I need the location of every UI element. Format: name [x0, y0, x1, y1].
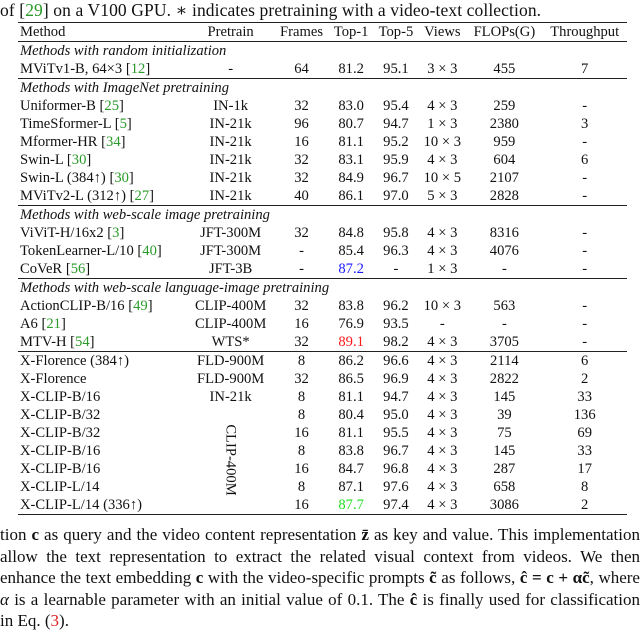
throughput-cell: 17 — [577, 461, 592, 477]
equation-link[interactable]: 3 — [50, 611, 60, 631]
pretrain-cell — [187, 224, 274, 242]
frames-cell: 32 — [294, 170, 309, 186]
table-row — [18, 297, 627, 315]
paragraph-text: ĉ — [409, 589, 418, 609]
flops-cell: - — [501, 261, 507, 277]
method-cell: Swin-L [30] — [20, 152, 92, 168]
table-caption — [0, 0, 640, 20]
top1-cell: 85.4 — [338, 243, 364, 259]
table-row — [18, 60, 627, 79]
top1-cell: 80.7 — [338, 116, 364, 132]
throughput-cell: 6 — [581, 353, 589, 369]
table-row — [18, 406, 627, 424]
pretrain-label: IN-21k — [209, 152, 252, 168]
header-flops: FLOPs(G) — [473, 24, 536, 40]
frames-cell: - — [299, 261, 304, 277]
table-row — [18, 496, 627, 515]
method-cell — [18, 388, 187, 406]
top5-cell: 96.8 — [383, 461, 409, 477]
method-name: X-Florence — [20, 371, 87, 387]
pretrain-cell — [187, 297, 274, 315]
citation-link[interactable]: 27 — [134, 188, 150, 204]
pretrain-label: FLD-900M — [196, 353, 265, 369]
pretrain-label: JFT-300M — [200, 243, 262, 259]
throughput-cell: - — [582, 243, 588, 259]
method-name: X-Florence (384↑) — [20, 353, 130, 369]
top5-cell: 98.2 — [383, 334, 409, 350]
views-cell: 4 × 3 — [427, 152, 458, 168]
views-cell: 4 × 3 — [427, 443, 458, 459]
top1-cell: 81.1 — [338, 425, 364, 441]
top5-cell: 97.6 — [383, 479, 409, 495]
pretrain-label: - — [228, 61, 234, 77]
method-cell: MViTv1-B, 64×3 [12] — [20, 61, 151, 77]
citation-link[interactable]: 30 — [114, 170, 129, 186]
table-body — [18, 42, 627, 515]
throughput-cell: - — [582, 170, 588, 186]
pretrain-label: IN-21k — [209, 116, 252, 132]
flops-cell: 604 — [493, 152, 516, 168]
method-cell: TimeSformer-L [5] — [20, 116, 132, 132]
table-row — [18, 478, 627, 496]
frames-cell: 16 — [294, 461, 309, 477]
method-cell: MViTv2-L (312↑) [27] — [20, 188, 154, 204]
throughput-cell: - — [582, 225, 588, 241]
section-header-row — [18, 279, 627, 298]
top5-cell: 94.7 — [383, 116, 409, 132]
top5-cell: 96.7 — [383, 170, 409, 186]
table-row — [18, 151, 627, 169]
flops-cell: 2822 — [489, 371, 519, 387]
top5-cell: 96.6 — [383, 353, 409, 369]
top5-cell: 96.2 — [383, 298, 409, 314]
top1-cell: 81.2 — [338, 61, 364, 77]
pretrain-cell — [187, 315, 274, 333]
method-name: Mformer-HR — [20, 134, 98, 150]
header-top5: Top-5 — [378, 24, 414, 40]
top1-cell: 86.1 — [338, 188, 364, 204]
views-cell: 10 × 3 — [423, 134, 462, 150]
header-views: Views — [424, 24, 461, 40]
paragraph-text: , where — [589, 568, 640, 588]
views-cell: 5 × 3 — [427, 188, 458, 204]
views-cell: 10 × 5 — [423, 170, 462, 186]
throughput-cell: - — [582, 134, 588, 150]
paragraph-text: ĉ = c + αc̃ — [519, 568, 590, 588]
method-name: MViTv1-B, 64×3 — [20, 61, 123, 77]
table-row — [18, 352, 627, 371]
frames-cell: 8 — [297, 479, 306, 495]
table-row — [18, 333, 627, 352]
pretrain-label: IN-21k — [209, 170, 252, 186]
flops-cell: 3086 — [489, 497, 519, 513]
pretrain-cell — [187, 388, 274, 406]
table-row — [18, 315, 627, 333]
header-throughput: Throughput — [550, 24, 620, 40]
table-row — [18, 388, 627, 406]
flops-cell: 2107 — [489, 170, 519, 186]
top1-cell: 86.2 — [338, 353, 364, 369]
top1-cell: 76.9 — [338, 316, 364, 332]
top1-cell: 86.5 — [338, 371, 364, 387]
method-cell: Uniformer-B [25] — [20, 98, 124, 114]
method-name: X-CLIP-B/16 — [20, 389, 101, 405]
throughput-cell: 33 — [577, 389, 592, 405]
method-cell — [18, 352, 187, 371]
header-top1: Top-1 — [333, 24, 369, 40]
frames-cell: 32 — [294, 152, 309, 168]
top1-cell: 87.1 — [338, 479, 364, 495]
flops-cell: 2380 — [489, 116, 519, 132]
pretrain-cell — [187, 115, 274, 133]
throughput-cell: - — [582, 334, 588, 350]
table-row — [18, 424, 627, 442]
frames-cell: 8 — [297, 443, 306, 459]
views-cell: 1 × 3 — [427, 116, 458, 132]
flops-cell: 2114 — [490, 353, 519, 369]
frames-cell: 32 — [294, 334, 309, 350]
top5-cell: 95.0 — [383, 407, 409, 423]
pretrain-cell — [187, 133, 274, 151]
method-cell: ActionCLIP-B/16 [49] — [20, 298, 153, 314]
paragraph-text: c — [195, 568, 204, 588]
method-name: X-CLIP-B/16 — [20, 443, 101, 459]
citation-link[interactable]: 25 — [104, 98, 120, 114]
citation-link[interactable]: 3 — [112, 225, 120, 241]
table-row — [18, 169, 627, 187]
table-row — [18, 442, 627, 460]
top1-cell: 87.7 — [338, 497, 364, 513]
method-name: X-CLIP-L/14 (336↑) — [20, 497, 143, 513]
top5-cell: 95.1 — [383, 61, 409, 77]
top5-cell: 95.9 — [383, 152, 409, 168]
paragraph-text: as follows, — [436, 568, 520, 588]
top5-cell: 95.5 — [383, 425, 409, 441]
citation-link[interactable]: 12 — [130, 61, 146, 77]
top5-cell: 95.2 — [383, 134, 409, 150]
paragraph-text: as query and the video content representation — [39, 525, 362, 544]
top1-cell: 89.1 — [338, 334, 364, 350]
top1-cell: 83.0 — [338, 98, 364, 114]
views-cell: 4 × 3 — [427, 389, 458, 405]
top1-cell: 80.4 — [338, 407, 364, 423]
pretrain-label: FLD-900M — [196, 371, 265, 387]
header-method: Method — [20, 24, 66, 40]
top1-cell: 81.1 — [338, 389, 364, 405]
method-cell — [18, 424, 187, 442]
method-cell: CoVeR [56] — [20, 261, 91, 277]
frames-cell: 8 — [297, 389, 306, 405]
views-cell: 4 × 3 — [427, 425, 458, 441]
views-cell: 4 × 3 — [427, 407, 458, 423]
citation-link[interactable]: 34 — [106, 134, 121, 150]
table-row — [18, 115, 627, 133]
citation-link[interactable]: 56 — [70, 261, 86, 277]
pretrain-label: JFT-3B — [208, 261, 253, 277]
flops-cell: 563 — [493, 298, 516, 314]
top5-cell: 96.7 — [383, 443, 409, 459]
pretrain-cell — [187, 60, 274, 79]
frames-cell: 8 — [297, 353, 306, 369]
pretrain-label: IN-21k — [209, 134, 252, 150]
method-name: ViViT-H/16x2 — [20, 225, 104, 241]
section-header-row — [18, 206, 627, 225]
method-cell — [18, 478, 187, 496]
flops-cell: 455 — [493, 61, 516, 77]
flops-cell: 287 — [493, 461, 516, 477]
pretrain-label: CLIP-400M — [194, 316, 267, 332]
pretrain-cell — [187, 151, 274, 169]
throughput-cell: 3 — [581, 116, 589, 132]
paragraph-text: c̃ — [429, 568, 437, 588]
method-cell — [18, 496, 187, 515]
top5-cell: 96.3 — [383, 243, 409, 259]
top1-cell: 84.7 — [338, 461, 364, 477]
top1-cell: 83.8 — [338, 443, 364, 459]
frames-cell: 32 — [294, 98, 309, 114]
throughput-cell: 33 — [577, 443, 592, 459]
frames-cell: 8 — [297, 407, 306, 423]
views-cell: 4 × 3 — [427, 243, 458, 259]
table-header-row — [18, 23, 627, 42]
results-table — [18, 22, 627, 515]
flops-cell: 259 — [493, 98, 516, 114]
frames-cell: 64 — [294, 61, 309, 77]
method-cell: MTV-H [54] — [20, 334, 95, 350]
section-header-row — [18, 79, 627, 98]
pretrain-cell — [187, 370, 274, 388]
section-title: Methods with ImageNet pretraining — [20, 80, 230, 96]
pretrain-cell — [187, 260, 274, 279]
throughput-cell: 7 — [581, 61, 589, 77]
views-cell: 10 × 3 — [423, 298, 462, 314]
method-cell — [18, 370, 187, 388]
views-cell: - — [439, 316, 445, 332]
method-name: A6 — [20, 316, 38, 332]
pretrain-cell — [187, 242, 274, 260]
top1-cell: 84.9 — [338, 170, 364, 186]
paragraph-text: is a learnable parameter with an initial value of 0.1. The — [8, 589, 410, 609]
top1-cell: 83.8 — [338, 298, 364, 314]
citation-link[interactable]: 30 — [71, 152, 87, 168]
paragraph-text: as key and value. This implementation allow the text representation to extract the related visual context from videos. We then enhance the text embedding — [0, 525, 640, 588]
pretrain-cell — [187, 333, 274, 352]
method-name: X-CLIP-B/32 — [20, 425, 101, 441]
citation-link[interactable]: 40 — [142, 243, 157, 259]
method-name: X-CLIP-L/14 — [20, 479, 100, 495]
header-frames: Frames — [280, 24, 323, 40]
table-row — [18, 260, 627, 279]
throughput-cell: 136 — [573, 407, 596, 423]
pretrain-cell — [187, 352, 274, 371]
table-row — [18, 224, 627, 242]
views-cell: 4 × 3 — [427, 461, 458, 477]
top5-cell: 97.0 — [383, 188, 409, 204]
top1-cell: 83.1 — [338, 152, 364, 168]
pretrain-label: CLIP-400M — [194, 298, 267, 314]
throughput-cell: - — [582, 316, 588, 332]
method-cell: A6 [21] — [20, 316, 66, 332]
section-header-row — [18, 42, 627, 61]
citation-link[interactable]: 5 — [119, 116, 127, 132]
views-cell: 4 × 3 — [427, 225, 458, 241]
pretrain-cell — [187, 169, 274, 187]
pretrain-label: JFT-300M — [200, 225, 262, 241]
top5-cell: 97.4 — [383, 497, 409, 513]
top5-cell: 95.8 — [383, 225, 409, 241]
frames-cell: 16 — [294, 316, 309, 332]
paragraph-text: tion — [0, 525, 32, 544]
flops-cell: 8316 — [489, 225, 519, 241]
top1-cell: 84.8 — [338, 225, 364, 241]
frames-cell: 16 — [294, 425, 309, 441]
paragraph-text: c — [31, 525, 40, 544]
paragraph-text: is finally used for classification in Eq. ( — [0, 589, 640, 631]
method-cell — [18, 406, 187, 424]
table-row — [18, 133, 627, 151]
top5-cell: 96.9 — [383, 371, 409, 387]
frames-cell: 16 — [294, 134, 309, 150]
section-title: Methods with random initialization — [20, 43, 227, 59]
citation-link[interactable]: 49 — [133, 298, 148, 314]
table-row — [18, 187, 627, 206]
flops-cell: 959 — [493, 134, 516, 150]
top5-cell: 94.7 — [383, 389, 409, 405]
views-cell: 4 × 3 — [427, 353, 458, 369]
citation-link[interactable]: 54 — [75, 334, 90, 350]
flops-cell: 145 — [493, 389, 516, 405]
pretrain-label: IN-1k — [213, 98, 249, 114]
method-name: CoVeR — [20, 261, 63, 277]
paragraph-text: with the video-specific prompts — [203, 568, 430, 588]
views-cell: 4 × 3 — [427, 98, 458, 114]
frames-cell: 96 — [294, 116, 309, 132]
flops-cell: 39 — [497, 407, 512, 423]
frames-cell: 16 — [294, 497, 309, 513]
method-name: MViTv2-L (312↑) — [20, 188, 126, 204]
citation-link[interactable]: 21 — [46, 316, 61, 332]
views-cell: 4 × 3 — [427, 479, 458, 495]
section-title: Methods with web-scale language-image pretraining — [20, 280, 330, 296]
section-title: Methods with web-scale image pretraining — [20, 207, 270, 223]
paragraph-text: ). — [59, 611, 69, 631]
table-row — [18, 97, 627, 115]
views-cell: 4 × 3 — [427, 334, 458, 350]
body-paragraph — [0, 524, 640, 632]
flops-cell: - — [501, 316, 507, 332]
views-cell: 1 × 3 — [427, 261, 458, 277]
throughput-cell: 2 — [581, 497, 589, 513]
top5-cell: 95.4 — [383, 98, 409, 114]
pretrain-cell — [187, 97, 274, 115]
flops-cell: 658 — [493, 479, 516, 495]
method-name: Swin-L — [20, 152, 64, 168]
paragraph-text: α — [0, 589, 9, 609]
frames-cell: - — [299, 243, 304, 259]
flops-cell: 4076 — [489, 243, 519, 259]
method-name: X-CLIP-B/16 — [20, 461, 101, 477]
method-cell: Swin-L (384↑) [30] — [20, 170, 134, 186]
paragraph-text: z̄ — [361, 525, 369, 544]
header-pretrain: Pretrain — [207, 24, 254, 40]
throughput-cell: 6 — [581, 152, 589, 168]
flops-cell: 75 — [497, 425, 512, 441]
caption-text: of [ — [0, 0, 26, 20]
views-cell: 4 × 3 — [427, 371, 458, 387]
views-cell: 4 × 3 — [427, 497, 458, 513]
throughput-cell: - — [582, 98, 588, 114]
method-name: Uniformer-B — [20, 98, 96, 114]
citation-link[interactable]: 29 — [25, 0, 43, 20]
frames-cell: 32 — [294, 371, 309, 387]
pretrain-label: IN-21k — [209, 389, 252, 405]
top5-cell: 93.5 — [383, 316, 409, 332]
method-name: TimeSformer-L — [20, 116, 112, 132]
method-name: MTV-H — [20, 334, 67, 350]
table-row — [18, 460, 627, 478]
throughput-cell: - — [582, 188, 588, 204]
throughput-cell: 2 — [581, 371, 589, 387]
throughput-cell: 69 — [577, 425, 592, 441]
method-name: X-CLIP-B/32 — [20, 407, 101, 423]
table-row — [18, 242, 627, 260]
method-cell: TokenLearner-L/10 [40] — [20, 243, 162, 259]
throughput-cell: 8 — [581, 479, 589, 495]
throughput-cell: - — [582, 298, 588, 314]
pretrain-label: WTS* — [211, 334, 250, 350]
pretrain-cell — [187, 406, 274, 515]
flops-cell: 145 — [493, 443, 516, 459]
method-name: ActionCLIP-B/16 — [20, 298, 125, 314]
pretrain-label: IN-21k — [209, 188, 252, 204]
views-cell: 3 × 3 — [427, 61, 458, 77]
caption-text: ] on a V100 GPU. ∗ indicates pretraining with a video-text collection. — [42, 0, 542, 20]
method-name: Swin-L (384↑) — [20, 170, 106, 186]
top1-cell: 87.2 — [338, 261, 364, 277]
method-cell — [18, 460, 187, 478]
table-row — [18, 370, 627, 388]
method-name: TokenLearner-L/10 — [20, 243, 134, 259]
flops-cell: 3705 — [489, 334, 519, 350]
pretrain-cell — [187, 187, 274, 206]
method-cell — [18, 442, 187, 460]
top5-cell: - — [393, 261, 399, 277]
frames-cell: 32 — [294, 298, 309, 314]
method-cell: Mformer-HR [34] — [20, 134, 126, 150]
method-cell: ViViT-H/16x2 [3] — [20, 225, 125, 241]
flops-cell: 2828 — [489, 188, 519, 204]
frames-cell: 40 — [294, 188, 309, 204]
throughput-cell: - — [582, 261, 588, 277]
frames-cell: 32 — [294, 225, 309, 241]
top1-cell: 81.1 — [338, 134, 364, 150]
pretrain-label-rotated: CLIP-400M — [222, 424, 239, 496]
